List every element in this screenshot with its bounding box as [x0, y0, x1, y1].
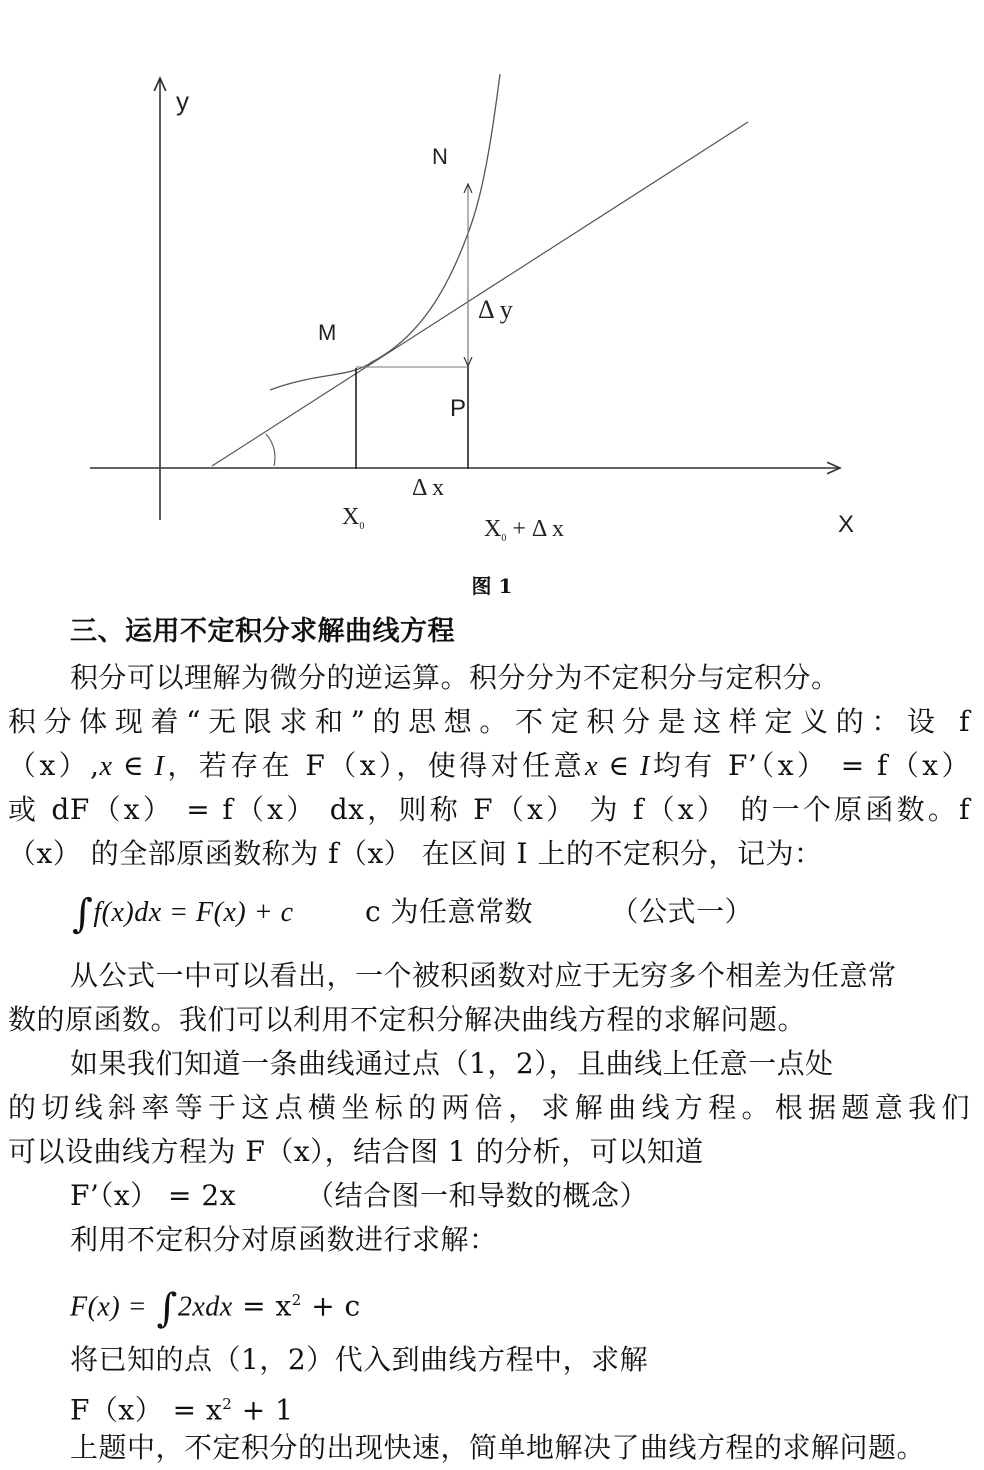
formula-two: $F(x) = \int 2xdx = x^2 + c$	[70, 1285, 361, 1332]
formula-one: ∫f(x)dx = F(x) + c c 为任意常数 （公式一）	[72, 891, 753, 937]
point-p-label: P	[450, 395, 467, 422]
paragraph-line: 将已知的点（1，2）代入到曲线方程中，求解	[70, 1343, 649, 1376]
point-m-label: M	[318, 320, 337, 345]
paragraph-line: 如果我们知道一条曲线通过点（1，2），且曲线上任意一点处	[70, 1047, 834, 1080]
result-line: $F(x) = x^2 + 1$	[70, 1393, 294, 1427]
y-axis-label: y	[176, 86, 189, 116]
paragraph-line: 积分体现着“无限求和”的思想。不定积分是这样定义的：设 f	[8, 705, 970, 738]
section-heading: 三、运用不定积分求解曲线方程	[70, 616, 455, 647]
paragraph-line: 数的原函数。我们可以利用不定积分解决曲线方程的求解问题。	[8, 1003, 807, 1036]
paragraph-line: 的切线斜率等于这点横坐标的两倍，求解曲线方程。根据题意我们	[8, 1091, 970, 1124]
derivative-line: F’（x） = 2x （结合图一和导数的概念）	[70, 1179, 649, 1212]
paragraph-line: 从公式一中可以看出，一个被积函数对应于无穷多个相差为任意常	[70, 959, 897, 992]
paragraph-line: 或 dF（x） = f（x） dx，则称 F（x） 为 f（x） 的一个原函数。f	[8, 793, 970, 826]
x-axis-label: X	[838, 511, 855, 538]
figure-caption: 图 1	[471, 574, 513, 598]
point-n-label: N	[432, 144, 448, 169]
curve	[270, 74, 500, 390]
delta-x-label: Δ x	[412, 475, 445, 501]
paragraph-line: 上题中，不定积分的出现快速，简单地解决了曲线方程的求解问题。	[70, 1431, 926, 1464]
paragraph-line: 积分可以理解为微分的逆运算。积分分为不定积分与定积分。	[70, 661, 840, 694]
paragraph-line: （x） 的全部原函数称为 f（x） 在区间 I 上的不定积分，记为：	[8, 837, 823, 870]
integral-sign: ∫	[72, 891, 94, 937]
tangent-line	[212, 122, 748, 466]
paragraph-line: 可以设曲线方程为 F（x），结合图 1 的分析，可以知道	[8, 1135, 704, 1168]
x0-label: $X_0$	[342, 504, 365, 532]
delta-y-label: Δ y	[478, 295, 513, 324]
paragraph-line: 利用不定积分对原函数进行求解：	[70, 1223, 498, 1256]
figure-diagram	[88, 72, 858, 550]
integral-sign: ∫	[156, 1285, 178, 1332]
paragraph-line: （x）,x ∈ I，若存在 F（x），使得对任意x ∈ I均有 F’（x） = f（x）	[8, 749, 971, 782]
angle-arc	[266, 434, 275, 466]
x0-dx-label: $X_0 + \Delta$ x	[484, 516, 564, 544]
